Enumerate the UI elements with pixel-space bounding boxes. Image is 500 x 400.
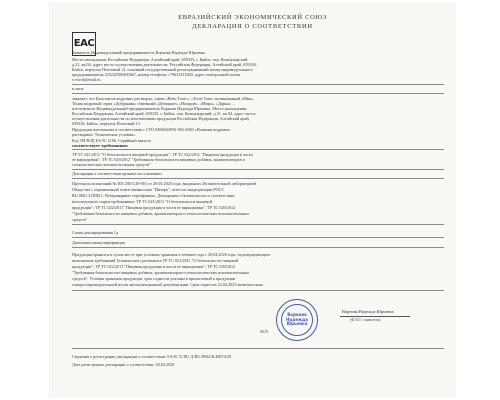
- additional-line: Продукция хранится в сухом месте при условиях хранения в течение года с 29.04.2020 года, подтверждающего: [72, 252, 271, 257]
- stamp-text: Надежда: [286, 316, 308, 322]
- declaration-label: Декларация о соответствии принята на основании: [72, 171, 162, 176]
- eac-logo: EAC: [72, 32, 96, 56]
- product-line: Тоник кедровый серии «Добрынин» обменный «Дёлицкое» «Назаров», «Мира», «Дарья» ...: [72, 101, 236, 106]
- applicant-line: e.vorob@mail.ru: [72, 77, 101, 82]
- section-rule: [72, 247, 444, 248]
- section-rule: [72, 149, 444, 150]
- additional-line: выполнение требований Технического регламента ТР ТС 021/2011 "О безопасности пищевой: [72, 258, 239, 263]
- section-rule: [72, 178, 444, 179]
- product-line: Российская Федерация, Алтайский край, 659335, г. Бийск, пер. Коммунарский, д.31, кв.94, адрес места: [72, 111, 256, 116]
- section-rule: [72, 348, 444, 349]
- declaration-title: ДЕКЛАРАЦИЯ О СООТВЕТСТВИИ: [192, 23, 313, 30]
- registration-date: Дата регистрации декларации о соответствии: 29.04.2020: [72, 362, 175, 367]
- section-rule: [72, 84, 444, 85]
- product-line: Продукция изготовлена в соответствии с СТО 0496044956-002-2020 «Напитки кедровые: [72, 127, 230, 132]
- product-line: осуществления деятельности по изготовлению продукции Российская Федерация, Алтайский край,: [72, 116, 250, 121]
- declares-label: в лице: [72, 86, 84, 91]
- stamp-text: Юрьевна: [286, 321, 308, 327]
- section-rule: [72, 237, 444, 238]
- basis-line: используемого сырья требованиям: ТР ТС 021/2011 "О безопасности пищевой: [72, 199, 212, 204]
- product-line: 659336, Бийск, переулок Почтовый 13.: [72, 121, 141, 126]
- declaration-sheet: [50, 4, 455, 396]
- product-line: заявляет, что Бальзам на кедровых растворах, серии «Beau Tonic», «Tonic Tone» возвышенный «Мия»,: [72, 96, 255, 101]
- additional-line: средств". Условия хранения продукции, срок годности указаны в прилагаемой к продукции: [72, 276, 236, 281]
- applicant-line: предпринимателя 318222500490467, номер телефона +79632211820, адрес электронной почты: [72, 72, 241, 77]
- mp-label: М.П.: [260, 329, 269, 334]
- basis-line: Общества с ограниченной ответственностью "Интера", аттестат аккредитации РОСС: [72, 187, 225, 192]
- registration-line: Сведения о регистрации декларации о соответствии: ЕАЭС N RU Д-RU.РА04.В.46874/20: [72, 354, 232, 359]
- signer-caption: (Ф.И.О. заявителя): [350, 318, 381, 322]
- additional-label: Дополнительная информация: [72, 240, 125, 245]
- basis-line: средств": [72, 217, 88, 222]
- requirements-label: соответствует требованиям: [72, 143, 128, 148]
- applicant-line: Бийск, переулок Почтовый 13, основной государственный регистрационный номер индивидуального: [72, 67, 253, 72]
- additional-line: продукции"; ТР ТС 022/2011 "Пищевая продукция в части ее маркировки"; ТР ТС 029/2012: [72, 264, 236, 269]
- basis-line: RU.0001.21ПФ11; Ветеринарные сертификаты. Декларация о безопасности и соответствии: [72, 193, 235, 198]
- signature-line: [340, 316, 410, 317]
- additional-line: "Требования безопасности пищевых добавок, ароматизаторов и технологических вспомогательных: [72, 270, 250, 275]
- basis-line: продукции"; ТР ТС 022/2011 "Пищевая продукция в части ее маркировки"; ТР ТС 029/2012: [72, 205, 236, 210]
- requirements-line: ее маркировки"; ТР ТС 029/2012 "Требования безопасности пищевых добавок, ароматизаторов и: [72, 157, 245, 162]
- section-rule: [72, 93, 444, 94]
- requirements-line: технологических вспомогательных средств": [72, 162, 151, 167]
- basis-line: "Требования безопасности пищевых добавок, ароматизаторов и технологических вспомогательных: [72, 211, 250, 216]
- stamp-text: Ворнова: [287, 312, 307, 318]
- union-title: ЕВРАЗИЙСКИЙ ЭКОНОМИЧЕСКИЙ СОЮЗ: [178, 14, 327, 21]
- applicant-line: д.31, кв.94, адрес места осуществления деятельности: Российская Федерация, Алтайский край, 659336,: [72, 62, 257, 67]
- applicant-line: Место нахождения: Российская Федерация, Алтайский край, 659335, г. Бийск, пер. Коммунарский,: [72, 57, 249, 62]
- requirements-line: ТР ТС 021/2011 "О безопасности пищевой продукции"; ТР ТС 022/2011 "Пищевая продукция в части: [72, 152, 253, 157]
- scheme-label: Схема декларирования 1д: [72, 230, 119, 235]
- section-rule: [72, 290, 444, 291]
- signer-name: Ворнова Надежда Юрьевна: [342, 309, 394, 314]
- section-rule: [72, 224, 444, 225]
- section-rule: [72, 169, 444, 170]
- product-line: растворные. Технические условия».: [72, 132, 137, 137]
- official-stamp: [276, 299, 318, 341]
- additional-line: товаросопроводительной и/или эксплуатационной документации. Срок годности 24.04.2025 включительно: [72, 282, 263, 287]
- product-line: Код ТН ВЭД ЕАЭС 2106. Серийный выпуск: [72, 138, 151, 143]
- applicant-line: Заявитель Индивидуальный предприниматель Ворнова Надежда Юрьевна: [72, 50, 205, 55]
- basis-line: Протокола испытаний № ИЛ 280/1/29-001 от 29.04.2020 года, выданного Испытательной лабораторией: [72, 181, 256, 186]
- product-line: изготовитель Индивидуальный предприниматель Ворнова Надежда Юрьевна. Место нахождения:: [72, 106, 248, 111]
